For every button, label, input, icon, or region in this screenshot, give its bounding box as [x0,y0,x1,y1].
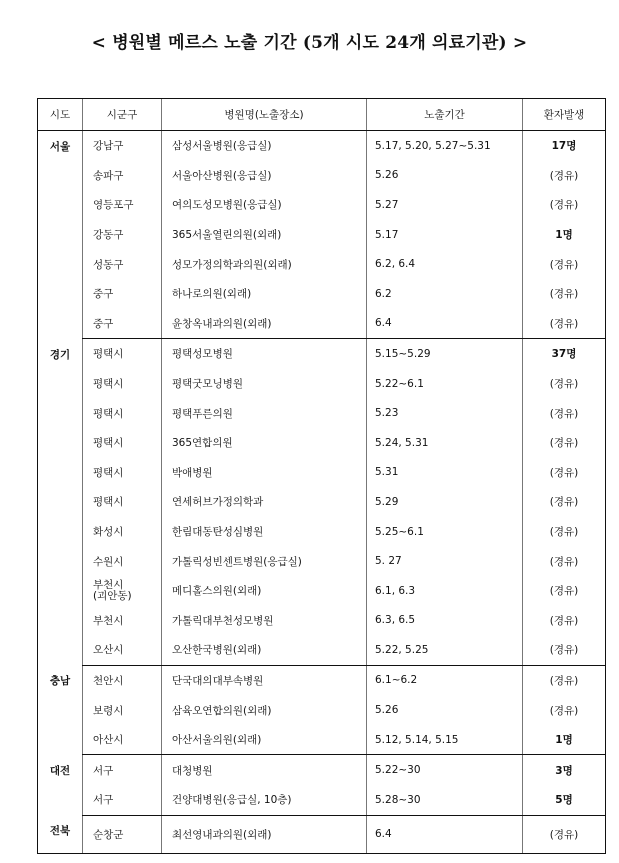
hospital-name-cell: 가톨릭대부천성모병원 [162,606,367,636]
table-row [38,635,606,665]
table-row [38,131,606,161]
table-row [38,161,606,191]
patient-count-cell: 17명 [523,131,606,161]
sigungu-cell: 영등포구 [83,190,162,220]
hospital-name-cell: 오산한국병원(외래) [162,635,367,665]
sigungu-cell: 보령시 [83,695,162,725]
exposure-period-cell: 6.3, 6.5 [367,606,523,636]
patient-count-cell: 5명 [523,785,606,815]
table-row [38,815,606,853]
hospital-name-cell: 최선영내과의원(외래) [162,815,367,853]
sigungu-cell: 평택시 [83,369,162,399]
patient-count-cell: (경유) [523,369,606,399]
sigungu-line: 부천시 [93,578,124,591]
sigungu-cell: 천안시 [83,665,162,695]
patient-count-cell: (경유) [523,635,606,665]
sigungu-cell: 송파구 [83,161,162,191]
table-row [38,249,606,279]
patient-count-cell: 3명 [523,755,606,785]
sido-cell: 서울 [38,131,83,339]
table-row [38,458,606,488]
page-title: < 병원별 메르스 노출 기간 (5개 시도 24개 의료기관) > [91,33,528,53]
sigungu-cell [83,576,162,606]
header-period: 노출기간 [367,99,523,131]
table-row [38,695,606,725]
hospital-name-cell: 메디홀스의원(외래) [162,576,367,606]
exposure-period-cell: 5.29 [367,487,523,517]
hospital-name-cell: 삼육오연합의원(외래) [162,695,367,725]
sigungu-cell: 강남구 [83,131,162,161]
patient-count-cell: 1명 [523,725,606,755]
patient-count-cell: (경유) [523,398,606,428]
sigungu-cell: 서구 [83,785,162,815]
hospital-name-cell: 건양대병원(응급실, 10층) [162,785,367,815]
hospital-name-cell: 365서울열린의원(외래) [162,220,367,250]
table-row [38,725,606,755]
exposure-period-cell: 5.12, 5.14, 5.15 [367,725,523,755]
table-row [38,546,606,576]
table-body [38,131,606,854]
exposure-period-cell: 5.22~6.1 [367,369,523,399]
table-row [38,339,606,369]
patient-count-cell: (경유) [523,815,606,853]
patient-count-cell: (경유) [523,487,606,517]
table-row [38,279,606,309]
sigungu-cell: 중구 [83,279,162,309]
hospital-name-cell: 가톨릭성빈센트병원(응급실) [162,546,367,576]
exposure-period-cell: 5. 27 [367,546,523,576]
table-row [38,398,606,428]
sido-cell: 경기 [38,339,83,666]
table-row [38,428,606,458]
hospital-name-cell: 평택굿모닝병원 [162,369,367,399]
sigungu-cell: 평택시 [83,487,162,517]
hospital-name-cell: 평택성모병원 [162,339,367,369]
sigungu-cell: 부천시 [83,606,162,636]
patient-count-cell: (경유) [523,249,606,279]
exposure-period-cell: 5.15~5.29 [367,339,523,369]
patient-count-cell: (경유) [523,517,606,547]
sigungu-cell: 평택시 [83,458,162,488]
hospital-name-cell: 단국대의대부속병원 [162,665,367,695]
exposure-period-cell: 5.22, 5.25 [367,635,523,665]
exposure-period-cell: 5.17 [367,220,523,250]
table-header-row [38,99,606,131]
exposure-period-cell: 5.26 [367,695,523,725]
exposure-period-cell: 6.1~6.2 [367,665,523,695]
patient-count-cell: (경유) [523,190,606,220]
hospital-name-cell: 삼성서울병원(응급실) [162,131,367,161]
sigungu-cell: 순창군 [83,815,162,853]
hospital-name-cell: 박애병원 [162,458,367,488]
table-row [38,576,606,606]
sido-cell: 충남 [38,665,83,755]
patient-count-cell: (경유) [523,458,606,488]
table-row [38,606,606,636]
exposure-period-cell: 5.17, 5.20, 5.27~5.31 [367,131,523,161]
exposure-period-cell: 5.31 [367,458,523,488]
table-row [38,517,606,547]
sigungu-cell: 화성시 [83,517,162,547]
table-row [38,785,606,815]
table-row [38,190,606,220]
table-row [38,487,606,517]
sigungu-cell: 평택시 [83,428,162,458]
header-hospital: 병원명(노출장소) [162,99,367,131]
sigungu-cell: 강동구 [83,220,162,250]
hospital-name-cell: 성모가정의학과의원(외래) [162,249,367,279]
table-row [38,755,606,785]
hospital-name-cell: 365연합의원 [162,428,367,458]
exposure-period-cell: 5.27 [367,190,523,220]
hospital-name-cell: 윤창옥내과의원(외래) [162,309,367,339]
sigungu-cell: 평택시 [83,339,162,369]
exposure-period-cell: 5.25~6.1 [367,517,523,547]
exposure-period-cell: 6.2 [367,279,523,309]
sigungu-cell: 서구 [83,755,162,785]
table-row [38,369,606,399]
patient-count-cell: (경유) [523,309,606,339]
sido-cell: 전북 [38,815,83,853]
sigungu-subline: (괴안동) [93,589,132,602]
exposure-period-cell: 5.24, 5.31 [367,428,523,458]
hospital-name-cell: 여의도성모병원(응급실) [162,190,367,220]
hospital-name-cell: 대청병원 [162,755,367,785]
patient-count-cell: (경유) [523,161,606,191]
patient-count-cell: (경유) [523,279,606,309]
header-sido: 시도 [38,99,83,131]
hospital-name-cell: 서울아산병원(응급실) [162,161,367,191]
sido-cell: 대전 [38,755,83,815]
header-sigungu: 시군구 [83,99,162,131]
hospital-exposure-table [37,98,606,854]
exposure-period-cell: 6.4 [367,309,523,339]
exposure-period-cell: 5.26 [367,161,523,191]
sigungu-cell: 아산시 [83,725,162,755]
patient-count-cell: (경유) [523,428,606,458]
patient-count-cell: (경유) [523,576,606,606]
patient-count-cell: 1명 [523,220,606,250]
hospital-name-cell: 한림대동탄성심병원 [162,517,367,547]
table-row [38,309,606,339]
patient-count-cell: (경유) [523,606,606,636]
header-patients: 환자발생 [523,99,606,131]
exposure-period-cell: 6.1, 6.3 [367,576,523,606]
sigungu-cell: 평택시 [83,398,162,428]
patient-count-cell: (경유) [523,695,606,725]
hospital-name-cell: 하나로의원(외래) [162,279,367,309]
exposure-period-cell: 5.23 [367,398,523,428]
table-row [38,665,606,695]
hospital-name-cell: 평택푸른의원 [162,398,367,428]
sigungu-cell: 수원시 [83,546,162,576]
hospital-name-cell: 아산서울의원(외래) [162,725,367,755]
exposure-period-cell: 5.28~30 [367,785,523,815]
sigungu-cell: 성동구 [83,249,162,279]
table-row [38,220,606,250]
exposure-period-cell: 6.2, 6.4 [367,249,523,279]
sigungu-cell: 중구 [83,309,162,339]
patient-count-cell: (경유) [523,546,606,576]
hospital-name-cell: 연세허브가정의학과 [162,487,367,517]
exposure-period-cell: 6.4 [367,815,523,853]
patient-count-cell: 37명 [523,339,606,369]
sigungu-cell: 오산시 [83,635,162,665]
patient-count-cell: (경유) [523,665,606,695]
exposure-period-cell: 5.22~30 [367,755,523,785]
